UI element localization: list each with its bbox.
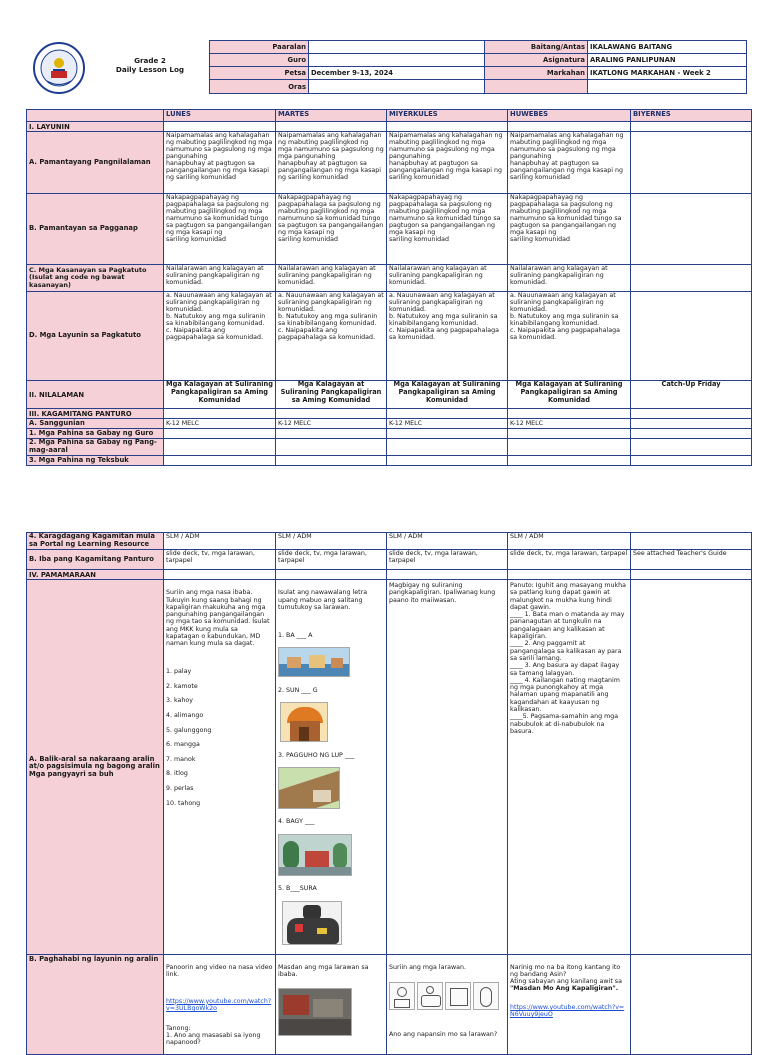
cell-huwebes: a. Nauunawaan ang kalagayan at suliraning pangkapaligiran ng komunidad. b. Natutukoy ang mga suliranin sa kinabibilangang komunidad. c. Naipapakita ang pagpapahalaga sa komunidad. <box>508 292 631 381</box>
cell-lunes <box>164 955 276 1055</box>
balik-aral-martes-instruction: Isulat ang nawawalang letra upang mabuo ang salitang tumutukoy sa larawan. <box>278 589 368 611</box>
cell-biyernes <box>631 194 752 265</box>
header-block <box>26 40 746 96</box>
cell-miyerkules: a. Nauunawaan ang kalagayan at suliraning pangkapaligiran ng komunidad. b. Natutukoy ang mga suliranin sa kinabibilangang komunidad. c. Naipapakita ang pagpapahalaga sa komunidad. <box>387 292 508 381</box>
cell-empty <box>387 409 508 419</box>
cell-huwebes: Panuto: Iguhit ang masayang mukha sa patlang kung dapat gawin at malungkot na mukha kung hindi dapat gawin. ____ 1. Bata man o matanda ay may pananagutan at tungkulin na pangalagaan ang kalikasan at kapaligiran. ____ 2. Ang paggamit at pangangalaga sa kalikasan ay para sa sarili lamang. ____ 3. Ang basura ay dapat ilagay sa tamang lalagyan. ____ 4. Kailangan nating magtanim ng mga punongkahoy at mga halaman upang mapanatili ang kagandahan at kaayusan ng kalikasan. ____5. Pagsama-samahin ang mga nabubulok at di-nabubulok na basura. <box>508 580 631 955</box>
community-photo <box>278 988 352 1036</box>
drawing-image <box>473 982 499 1010</box>
balik-aral-lunes-item: 4. alimango <box>166 712 204 720</box>
balik-aral-lunes-item: 6. mangga <box>166 741 200 749</box>
row-nilalaman <box>27 381 752 409</box>
balik-aral-lunes-item: 3. kahoy <box>166 697 193 705</box>
title-grade: Grade 2 <box>134 56 166 65</box>
typhoon-image <box>278 834 352 876</box>
cell-biyernes <box>631 292 752 381</box>
label-iba-pang: B. Iba pang Kagamitang Panturo <box>27 550 164 570</box>
blank-label <box>485 80 588 94</box>
baitang-value[interactable]: IKALAWANG BAITANG <box>588 41 747 54</box>
day-martes: MARTES <box>276 110 387 122</box>
day-header-row <box>27 110 752 122</box>
cell-empty <box>276 439 387 456</box>
cell-lunes <box>164 580 276 955</box>
drawing-image <box>389 982 415 1010</box>
asignatura-label: Asignatura <box>485 54 588 67</box>
balik-aral-lunes-instruction: Suriin ang mga nasa ibaba. Tukuyin kung saang bahagi ng kapaligiran makukuha ang mga pangunahing pangangailangan ng mga tao sa komunidad. Isulat ang MKK kung mula sa kapatagan o kabundukan, MD naman kung mula sa dagat. <box>166 589 270 648</box>
word-item-pagguho: 3. PAGGUHO NG LUP ___ <box>278 751 355 759</box>
label-gabay-guro: 1. Mga Pahina sa Gabay ng Guro <box>27 429 164 439</box>
garbage-image <box>282 901 342 945</box>
cell-empty <box>631 409 752 419</box>
fire-image <box>280 702 328 742</box>
document-title <box>100 56 200 74</box>
cell-martes <box>276 580 387 955</box>
cell-miyerkules <box>387 955 508 1055</box>
day-header-corner <box>27 110 164 122</box>
cell-lunes: Naipamamalas ang kahalagahan ng mabuting paglilingkod ng mga namumuno sa pagsulong ng mga pangunahing hanapbuhay at pagtugon sa pangangailangan ng mga kasapi ng sariling komunidad <box>164 132 276 194</box>
cell-huwebes <box>508 955 631 1055</box>
cell-empty <box>508 429 631 439</box>
section-nilalaman: II. NILALAMAN <box>27 381 164 409</box>
paaralan-value[interactable] <box>309 41 485 54</box>
cell-empty <box>387 456 508 466</box>
cell-biyernes <box>631 533 752 550</box>
cell-empty <box>164 122 276 132</box>
cell-empty <box>631 439 752 456</box>
cell-huwebes: Mga Kalagayan at Suliraning Pangkapaligiran sa Aming Komunidad <box>508 381 631 409</box>
row-balik-aral <box>27 580 752 955</box>
cell-lunes: K-12 MELC <box>164 419 276 429</box>
cell-martes: Nakapagpapahayag ng pagpapahalaga sa pagsulong ng mabuting paglilingkod ng mga namumuno sa komunidad tungo sa pagtugon sa pangangailangan ng mga kasapi ng sariling komunidad <box>276 194 387 265</box>
asignatura-value[interactable]: ARALING PANLIPUNAN <box>588 54 747 67</box>
row-karagdagang <box>27 533 752 550</box>
paghahabi-lunes-question: Tanong: 1. Ano ang masasabi sa iyong napanood? <box>166 1024 261 1047</box>
cell-martes: a. Nauunawaan ang kalagayan at suliraning pangkapaligiran ng komunidad. b. Natutukoy ang mga suliranin sa kinabibilangang komunidad. c. Naipapakita ang pagpapahalaga sa komunidad. <box>276 292 387 381</box>
oras-value[interactable] <box>309 80 485 94</box>
song-link[interactable]: https://www.youtube.com/watch?v=N6Vuuy9jeuO <box>510 1004 625 1019</box>
picture-strip <box>389 981 505 1012</box>
balik-aral-lunes-item: 9. perlas <box>166 785 194 793</box>
row-teksbuk <box>27 456 752 466</box>
balik-aral-lunes-item: 8. itlog <box>166 770 188 778</box>
cell-empty <box>387 429 508 439</box>
paaralan-label: Paaralan <box>210 41 309 54</box>
cell-empty <box>276 570 387 580</box>
label-pamantayan-sa-pagganap: B. Pamantayan sa Pagganap <box>27 194 164 265</box>
cell-empty <box>387 122 508 132</box>
cell-empty <box>164 409 276 419</box>
label-balik-aral: A. Balik-aral sa nakaraang aralin at/o pagsisimula ng bagong aralin Mga pangyayri sa buh <box>27 580 164 955</box>
label-teksbuk: 3. Mga Pahina ng Teksbuk <box>27 456 164 466</box>
cell-martes: Mga Kalagayan at Suliraning Pangkapaligiran sa Aming Komunidad <box>276 381 387 409</box>
day-miyerkules: MIYERKULES <box>387 110 508 122</box>
cell-empty <box>631 570 752 580</box>
row-sanggunian <box>27 419 752 429</box>
cell-martes: Naipamamalas ang kahalagahan ng mabuting paglilingkod ng mga namumuno sa pagsulong ng mga pangunahing hanapbuhay at pagtugon sa pangangailangan ng mga kasapi ng sariling komunidad <box>276 132 387 194</box>
baitang-label: Baitang/Antas <box>485 41 588 54</box>
cell-miyerkules: Magbigay ng suliraning pangkapaligiran. Ipaliwanag kung paano ito maiiwasan. <box>387 580 508 955</box>
balik-aral-lunes-item: 5. galunggong <box>166 726 212 734</box>
cell-miyerkules: Nakapagpapahayag ng pagpapahalaga sa pagsulong ng mabuting paglilingkod ng mga namumuno sa komunidad tungo sa pagtugon sa pangangailangan ng mga kasapi ng sariling komunidad <box>387 194 508 265</box>
label-gabay-magaaral: 2. Mga Pahina sa Gabay ng Pang-mag-aaral <box>27 439 164 456</box>
guro-value[interactable] <box>309 54 485 67</box>
cell-biyernes: Catch-Up Friday <box>631 381 752 409</box>
cell-empty <box>387 570 508 580</box>
day-lunes: LUNES <box>164 110 276 122</box>
petsa-value[interactable]: December 9-13, 2024 <box>309 67 485 80</box>
cell-empty <box>276 429 387 439</box>
label-sanggunian: A. Sanggunian <box>27 419 164 429</box>
blank-value <box>588 80 747 94</box>
lesson-table-part-1 <box>26 109 752 466</box>
paghahabi-miyerkules-question: Ano ang napansin mo sa larawan? <box>389 1030 498 1038</box>
cell-empty <box>276 456 387 466</box>
row-gabay-magaaral <box>27 439 752 456</box>
paghahabi-miyerkules-instruction: Suriin ang mga larawan. <box>389 963 466 971</box>
cell-lunes: a. Nauunawaan ang kalagayan at suliraning pangkapaligiran ng komunidad. b. Natutukoy ang mga suliranin sa kinabibilangang komunidad. c. Naipapakita ang pagpapahalaga sa komunidad. <box>164 292 276 381</box>
word-item-baha: 1. BA ___ A <box>278 631 313 639</box>
row-paghahabi <box>27 955 752 1055</box>
row-layunin-sa-pagkatuto <box>27 292 752 381</box>
word-item-sunog: 2. SUN ___ G <box>278 686 318 694</box>
cell-biyernes: See attached Teacher's Guide <box>631 550 752 570</box>
word-item-basura: 5. B___SURA <box>278 885 317 893</box>
cell-empty <box>276 409 387 419</box>
section-kagamitan: III. KAGAMITANG PANTURO <box>27 409 164 419</box>
cell-martes: slide deck, tv, mga larawan, tarpapel <box>276 550 387 570</box>
row-iba-pang <box>27 550 752 570</box>
cell-lunes: Mga Kalagayan at Suliraning Pangkapaligiran sa Aming Komunidad <box>164 381 276 409</box>
balik-aral-lunes-item: 10. tahong <box>166 799 201 807</box>
lesson-table-part-2 <box>26 532 752 1055</box>
label-pamantayang-pangnilalaman: A. Pamantayang Pangnilalaman <box>27 132 164 194</box>
song-title: "Masdan Mo Ang Kapaligiran". <box>510 985 619 993</box>
label-layunin-sa-pagkatuto: D. Mga Layunin sa Pagkatuto <box>27 292 164 381</box>
cell-empty <box>508 122 631 132</box>
video-link[interactable]: https://www.youtube.com/watch?v=3ULBgoWk2o <box>166 997 272 1013</box>
cell-lunes: slide deck, tv, mga larawan, tarpapel <box>164 550 276 570</box>
header-fields-table <box>209 40 747 94</box>
cell-martes <box>276 955 387 1055</box>
cell-martes: Nailalarawan ang kalagayan at suliraning pangkapaligiran ng komunidad. <box>276 265 387 292</box>
petsa-label: Petsa <box>210 67 309 80</box>
cell-empty <box>164 439 276 456</box>
cell-empty <box>631 122 752 132</box>
balik-aral-lunes-item: 1. palay <box>166 668 192 676</box>
cell-huwebes: Nakapagpapahayag ng pagpapahalaga sa pagsulong ng mabuting paglilingkod ng mga namumuno sa komunidad tungo sa pagtugon sa pangangailangan ng mga kasapi ng sariling komunidad <box>508 194 631 265</box>
cell-lunes: Nailalarawan ang kalagayan at suliraning pangkapaligiran ng komunidad. <box>164 265 276 292</box>
markahan-value[interactable]: IKATLONG MARKAHAN - Week 2 <box>588 67 747 80</box>
oras-label: Oras <box>210 80 309 94</box>
row-pamantayan-sa-pagganap <box>27 194 752 265</box>
cell-huwebes: Naipamamalas ang kahalagahan ng mabuting paglilingkod ng mga namumuno sa pagsulong ng mga pangunahing hanapbuhay at pagtugon sa pangangailangan ng mga kasapi ng sariling komunidad <box>508 132 631 194</box>
cell-biyernes <box>631 419 752 429</box>
cell-empty <box>508 439 631 456</box>
cell-miyerkules: Nailalarawan ang kalagayan at suliraning pangkapaligiran ng komunidad. <box>387 265 508 292</box>
paghahabi-lunes-instruction: Panoorin ang video na nasa video link. <box>166 963 273 978</box>
cell-martes: K-12 MELC <box>276 419 387 429</box>
cell-empty <box>508 456 631 466</box>
cell-miyerkules: K-12 MELC <box>387 419 508 429</box>
cell-martes: SLM / ADM <box>276 533 387 550</box>
cell-empty <box>164 570 276 580</box>
drawing-image <box>417 982 443 1010</box>
title-log: Daily Lesson Log <box>115 65 185 74</box>
cell-empty <box>387 439 508 456</box>
cell-biyernes <box>631 955 752 1055</box>
cell-lunes: Nakapagpapahayag ng pagpapahalaga sa pagsulong ng mabuting paglilingkod ng mga namumuno sa komunidad tungo sa pagtugon sa pangangailangan ng mga kasapi ng sariling komunidad <box>164 194 276 265</box>
cell-empty <box>276 122 387 132</box>
cell-empty <box>164 456 276 466</box>
balik-aral-lunes-item: 2. kamote <box>166 682 198 690</box>
deped-seal <box>29 41 89 95</box>
row-kasanayan <box>27 265 752 292</box>
cell-huwebes: Nailalarawan ang kalagayan at suliraning pangkapaligiran ng komunidad. <box>508 265 631 292</box>
label-kasanayan: C. Mga Kasanayan sa Pagkatuto (Isulat ang code ng bawat kasanayan) <box>27 265 164 292</box>
cell-biyernes <box>631 265 752 292</box>
cell-empty <box>164 429 276 439</box>
paghahabi-martes-instruction: Masdan ang mga larawan sa ibaba. <box>278 963 369 978</box>
cell-huwebes: K-12 MELC <box>508 419 631 429</box>
cell-empty <box>508 570 631 580</box>
row-gabay-guro <box>27 429 752 439</box>
cell-huwebes: SLM / ADM <box>508 533 631 550</box>
cell-empty <box>508 409 631 419</box>
cell-empty <box>631 456 752 466</box>
row-pamantayang-pangnilalaman <box>27 132 752 194</box>
cell-miyerkules: Mga Kalagayan at Suliraning Pangkapaligiran sa Aming Komunidad <box>387 381 508 409</box>
label-paghahabi: B. Paghahabi ng layunin ng aralin <box>27 955 164 1055</box>
landslide-image <box>278 767 340 809</box>
cell-empty <box>631 429 752 439</box>
cell-miyerkules: slide deck, tv, mga larawan, tarpapel <box>387 550 508 570</box>
markahan-label: Markahan <box>485 67 588 80</box>
word-item-bagyo: 4. BAGY ___ <box>278 818 315 826</box>
section-pamamaraan: IV. PAMAMARAAN <box>27 570 164 580</box>
balik-aral-lunes-item: 7. manok <box>166 755 196 763</box>
cell-biyernes <box>631 132 752 194</box>
cell-biyernes <box>631 580 752 955</box>
cell-lunes: SLM / ADM <box>164 533 276 550</box>
paghahabi-huwebes-text: Narinig mo na ba itong kantang ito ng bandang Asin? Ating sabayan ang kanilang awit sa <box>510 963 622 986</box>
cell-miyerkules: Naipamamalas ang kahalagahan ng mabuting paglilingkod ng mga namumuno sa pagsulong ng mga pangunahing hanapbuhay at pagtugon sa pangangailangan ng mga kasapi ng sariling komunidad <box>387 132 508 194</box>
guro-label: Guro <box>210 54 309 67</box>
section-layunin: I. LAYUNIN <box>27 122 164 132</box>
day-huwebes: HUWEBES <box>508 110 631 122</box>
flood-image <box>278 647 350 677</box>
day-biyernes: BIYERNES <box>631 110 752 122</box>
cell-miyerkules: SLM / ADM <box>387 533 508 550</box>
cell-huwebes: slide deck, tv, mga larawan, tarpapel <box>508 550 631 570</box>
drawing-image <box>445 982 471 1010</box>
label-karagdagang: 4. Karagdagang Kagamitan mula sa Portal ng Learning Resource <box>27 533 164 550</box>
